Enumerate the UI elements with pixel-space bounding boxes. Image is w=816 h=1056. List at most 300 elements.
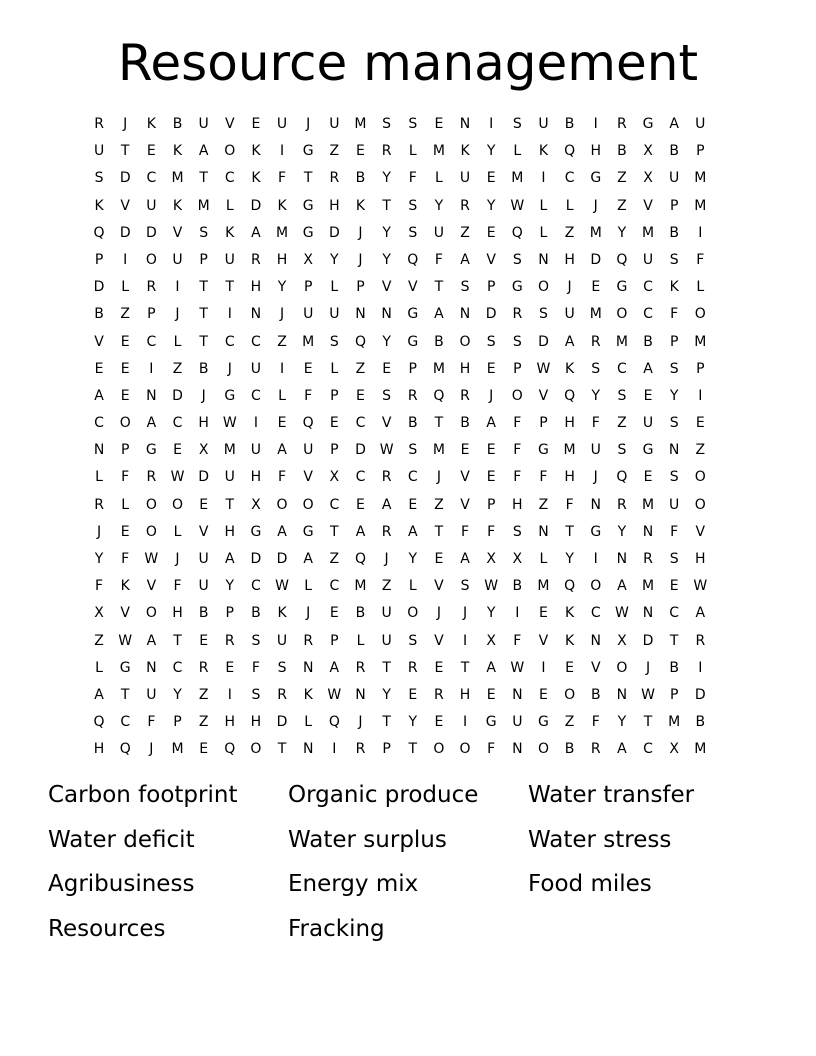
word-list-item: Water deficit bbox=[48, 826, 195, 853]
grid-letter: U bbox=[276, 116, 288, 132]
grid-letter: B bbox=[355, 170, 366, 187]
grid-letter: C bbox=[329, 578, 340, 595]
grid-letter: N bbox=[93, 442, 105, 459]
grid-letter: N bbox=[146, 387, 157, 404]
grid-row bbox=[86, 412, 713, 439]
grid-letter: R bbox=[146, 279, 157, 296]
grid-letter: P bbox=[199, 251, 208, 268]
grid-letter: N bbox=[512, 741, 523, 758]
grid-letter: E bbox=[486, 469, 496, 486]
grid-letter: R bbox=[643, 551, 653, 567]
grid-letter: U bbox=[303, 306, 314, 323]
grid-letter: R bbox=[198, 659, 209, 676]
grid-letter: U bbox=[329, 116, 340, 132]
grid-letter: E bbox=[565, 659, 575, 676]
grid-letter: L bbox=[95, 659, 103, 676]
grid-letter: R bbox=[407, 387, 418, 404]
grid-letter: V bbox=[434, 632, 444, 649]
grid-letter: I bbox=[593, 551, 598, 567]
grid-letter: E bbox=[251, 116, 261, 132]
grid-letter: U bbox=[459, 170, 471, 187]
grid-letter: P bbox=[173, 714, 182, 731]
grid-letter: R bbox=[407, 659, 418, 676]
grid-letter: U bbox=[146, 197, 157, 214]
grid-letter: W bbox=[170, 469, 185, 486]
grid-letter: N bbox=[459, 306, 471, 323]
grid-letter: N bbox=[642, 605, 654, 622]
word-list bbox=[48, 778, 788, 956]
page-title: Resource management bbox=[117, 34, 699, 92]
grid-letter: C bbox=[616, 360, 627, 377]
grid-letter: E bbox=[695, 415, 705, 432]
grid-letter: V bbox=[590, 659, 601, 676]
grid-letter: T bbox=[330, 523, 339, 540]
grid-letter: L bbox=[539, 197, 548, 214]
grid-letter: Y bbox=[591, 387, 601, 404]
grid-letter: B bbox=[407, 415, 418, 432]
grid-letter: J bbox=[593, 469, 598, 486]
grid-letter: Z bbox=[434, 496, 444, 513]
grid-letter: V bbox=[486, 251, 496, 268]
grid-letter: Y bbox=[408, 551, 418, 567]
grid-letter: Y bbox=[617, 714, 627, 731]
word-list-row bbox=[48, 912, 788, 957]
grid-letter: N bbox=[538, 523, 549, 540]
grid-letter: N bbox=[590, 496, 601, 513]
grid-letter: Q bbox=[407, 251, 419, 268]
grid-letter: T bbox=[303, 170, 313, 187]
grid-letter: E bbox=[225, 659, 235, 676]
grid-letter: P bbox=[225, 605, 234, 622]
grid-letter: S bbox=[539, 306, 548, 323]
grid-letter: K bbox=[538, 143, 549, 160]
grid-letter: E bbox=[486, 360, 496, 377]
grid-letter: S bbox=[512, 333, 522, 350]
grid-letter: Q bbox=[224, 741, 236, 758]
grid-letter: S bbox=[199, 224, 209, 241]
grid-letter: I bbox=[698, 659, 703, 676]
grid-letter: F bbox=[434, 251, 443, 268]
grid-row bbox=[86, 494, 713, 521]
grid-letter: N bbox=[616, 686, 628, 703]
grid-letter: T bbox=[382, 659, 391, 676]
grid-letter: Z bbox=[277, 333, 287, 350]
grid-letter: T bbox=[277, 741, 287, 758]
grid-letter: T bbox=[199, 333, 208, 350]
grid-letter: V bbox=[643, 197, 653, 214]
grid-letter: I bbox=[175, 279, 180, 296]
grid-letter: U bbox=[329, 306, 340, 323]
grid-letter: A bbox=[355, 523, 366, 540]
grid-letter: A bbox=[198, 143, 209, 160]
grid-letter: A bbox=[277, 523, 287, 540]
grid-letter: V bbox=[460, 469, 470, 486]
word-list-row bbox=[48, 867, 788, 912]
grid-letter: T bbox=[643, 714, 653, 731]
grid-letter: V bbox=[407, 279, 418, 296]
grid-letter: F bbox=[487, 741, 496, 758]
grid-letter: T bbox=[434, 523, 444, 540]
grid-letter: Y bbox=[330, 251, 339, 268]
grid-letter: I bbox=[227, 686, 232, 703]
grid-letter: E bbox=[146, 143, 156, 160]
grid-letter: G bbox=[642, 442, 654, 459]
grid-letter: U bbox=[250, 442, 262, 459]
grid-letter: A bbox=[617, 741, 627, 758]
grid-letter: J bbox=[358, 251, 363, 268]
grid-letter: L bbox=[278, 387, 286, 404]
grid-letter: H bbox=[93, 741, 105, 758]
grid-letter: W bbox=[144, 551, 159, 567]
grid-letter: M bbox=[197, 197, 210, 214]
grid-letter: I bbox=[227, 306, 232, 323]
grid-letter: P bbox=[669, 686, 679, 703]
grid-letter: K bbox=[669, 279, 679, 296]
grid-letter: R bbox=[277, 686, 287, 703]
grid-letter: X bbox=[643, 170, 653, 187]
grid-letter: D bbox=[119, 224, 131, 241]
grid-letter: O bbox=[537, 279, 549, 296]
grid-letter: I bbox=[698, 387, 703, 404]
grid-letter: S bbox=[460, 279, 470, 296]
grid-letter: H bbox=[564, 415, 575, 432]
grid-letter: V bbox=[303, 469, 313, 486]
grid-letter: Q bbox=[93, 714, 105, 731]
grid-letter: M bbox=[354, 578, 367, 595]
grid-letter: V bbox=[434, 578, 444, 595]
grid-letter: E bbox=[486, 224, 496, 241]
grid-letter: I bbox=[149, 360, 154, 377]
grid-letter: K bbox=[225, 224, 235, 241]
grid-letter: K bbox=[460, 143, 470, 160]
grid-letter: O bbox=[459, 333, 471, 350]
grid-letter: Z bbox=[172, 360, 183, 377]
grid-letter: O bbox=[224, 143, 236, 160]
grid-letter: J bbox=[279, 306, 285, 323]
grid-letter: W bbox=[641, 686, 655, 703]
grid-letter: W bbox=[379, 442, 394, 459]
grid-letter: R bbox=[590, 333, 601, 350]
grid-letter: G bbox=[224, 387, 236, 404]
grid-letter: G bbox=[616, 279, 628, 296]
grid-letter: X bbox=[669, 741, 679, 758]
grid-letter: O bbox=[616, 659, 628, 676]
grid-letter: R bbox=[94, 116, 104, 132]
grid-letter: H bbox=[276, 251, 288, 268]
grid-letter: C bbox=[355, 415, 366, 432]
grid-letter: W bbox=[327, 686, 342, 703]
grid-letter: E bbox=[539, 605, 548, 622]
grid-row bbox=[86, 358, 713, 385]
grid-letter: E bbox=[486, 686, 496, 703]
grid-letter: R bbox=[695, 632, 706, 649]
grid-letter: U bbox=[590, 442, 601, 459]
grid-letter: K bbox=[277, 605, 287, 622]
grid-letter: M bbox=[694, 197, 707, 214]
grid-letter: C bbox=[146, 333, 157, 350]
grid-letter: K bbox=[146, 116, 156, 132]
grid-letter: Z bbox=[617, 170, 627, 187]
grid-letter: L bbox=[225, 197, 234, 214]
grid-letter: O bbox=[145, 605, 157, 622]
grid-letter: A bbox=[460, 551, 470, 567]
grid-letter: U bbox=[381, 632, 392, 649]
grid-letter: S bbox=[251, 632, 261, 649]
grid-letter: Z bbox=[198, 714, 209, 731]
grid-letter: V bbox=[538, 387, 549, 404]
grid-letter: N bbox=[250, 306, 262, 323]
grid-letter: W bbox=[118, 632, 133, 649]
grid-letter: M bbox=[432, 143, 445, 160]
grid-letter: E bbox=[486, 170, 496, 187]
grid-letter: J bbox=[358, 224, 363, 241]
grid-letter: S bbox=[408, 632, 418, 649]
grid-letter: S bbox=[277, 659, 287, 676]
grid-letter: E bbox=[408, 496, 418, 513]
grid-letter: G bbox=[642, 116, 654, 132]
grid-letter: N bbox=[146, 659, 157, 676]
grid-letter: F bbox=[539, 469, 548, 486]
grid-letter: F bbox=[513, 442, 522, 459]
grid-letter: R bbox=[251, 251, 261, 268]
grid-letter: A bbox=[643, 360, 653, 377]
grid-letter: F bbox=[696, 251, 705, 268]
grid-letter: Q bbox=[119, 741, 131, 758]
word-list-item: Water transfer bbox=[528, 782, 695, 808]
grid-letter: U bbox=[198, 551, 209, 567]
grid-letter: A bbox=[434, 306, 444, 323]
grid-letter: P bbox=[486, 279, 496, 296]
grid-letter: A bbox=[617, 578, 627, 595]
grid-letter: Y bbox=[434, 197, 444, 214]
grid-letter: P bbox=[330, 387, 339, 404]
grid-letter: P bbox=[513, 360, 522, 377]
grid-letter: K bbox=[303, 686, 313, 703]
grid-letter: E bbox=[434, 551, 444, 567]
grid-letter: U bbox=[198, 578, 209, 595]
grid-letter: D bbox=[355, 442, 366, 459]
grid-letter: E bbox=[460, 442, 470, 459]
grid-letter: U bbox=[276, 632, 288, 649]
grid-letter: O bbox=[459, 741, 471, 758]
grid-letter: R bbox=[94, 496, 104, 513]
word-list-item: Carbon footprint bbox=[48, 782, 238, 808]
grid-letter: J bbox=[358, 714, 363, 731]
grid-letter: C bbox=[94, 415, 104, 432]
grid-letter: H bbox=[250, 279, 262, 296]
grid-letter: U bbox=[250, 360, 262, 377]
grid-letter: L bbox=[304, 578, 313, 595]
grid-letter: A bbox=[564, 333, 575, 350]
grid-letter: F bbox=[565, 496, 574, 513]
grid-letter: U bbox=[669, 170, 680, 187]
grid-letter: S bbox=[486, 333, 496, 350]
grid-letter: W bbox=[510, 197, 525, 214]
grid-letter: E bbox=[120, 360, 130, 377]
grid-letter: F bbox=[95, 578, 104, 595]
grid-letter: F bbox=[591, 714, 600, 731]
grid-letter: G bbox=[407, 333, 419, 350]
grid-letter: O bbox=[250, 741, 262, 758]
grid-letter: F bbox=[487, 523, 496, 540]
grid-letter: M bbox=[641, 224, 655, 241]
grid-letter: K bbox=[172, 143, 183, 160]
grid-letter: N bbox=[459, 116, 471, 132]
grid-letter: M bbox=[223, 442, 236, 459]
grid-letter: C bbox=[669, 605, 680, 622]
grid-letter: M bbox=[615, 333, 628, 350]
grid-letter: J bbox=[175, 551, 180, 567]
grid-letter: K bbox=[277, 197, 287, 214]
word-list-row bbox=[48, 823, 788, 868]
grid-letter: S bbox=[512, 116, 522, 132]
grid-letter: Q bbox=[564, 143, 576, 160]
grid-letter: J bbox=[175, 306, 180, 323]
grid-letter: M bbox=[694, 333, 707, 350]
grid-letter: C bbox=[251, 387, 261, 404]
grid-letter: K bbox=[172, 197, 183, 214]
grid-letter: H bbox=[695, 551, 706, 567]
grid-row bbox=[86, 711, 713, 738]
grid-letter: O bbox=[145, 496, 157, 513]
grid-letter: G bbox=[119, 659, 131, 676]
grid-letter: D bbox=[172, 387, 183, 404]
grid-letter: H bbox=[512, 496, 523, 513]
grid-letter: T bbox=[382, 197, 391, 214]
grid-letter: Y bbox=[486, 605, 496, 622]
grid-letter: P bbox=[330, 442, 339, 459]
grid-row bbox=[86, 466, 713, 493]
word-list-item: Resources bbox=[48, 915, 166, 942]
grid-letter: E bbox=[643, 469, 653, 486]
grid-letter: T bbox=[382, 714, 391, 731]
grid-letter: I bbox=[489, 116, 494, 132]
grid-letter: D bbox=[250, 197, 262, 214]
grid-letter: O bbox=[694, 469, 706, 486]
grid-letter: M bbox=[354, 116, 367, 132]
grid-letter: M bbox=[641, 496, 655, 513]
grid-letter: L bbox=[330, 360, 339, 377]
grid-row bbox=[86, 439, 713, 466]
grid-row bbox=[86, 738, 713, 765]
grid-letter: O bbox=[407, 605, 419, 622]
grid-letter: I bbox=[515, 605, 520, 622]
grid-letter: S bbox=[460, 578, 470, 595]
grid-letter: L bbox=[121, 496, 130, 513]
grid-letter: T bbox=[199, 306, 208, 323]
grid-letter: S bbox=[669, 251, 679, 268]
grid-letter: L bbox=[513, 143, 522, 160]
grid-letter: J bbox=[489, 387, 494, 404]
grid-letter: B bbox=[355, 605, 366, 622]
grid-letter: X bbox=[251, 496, 261, 513]
grid-letter: K bbox=[94, 197, 104, 214]
grid-letter: O bbox=[302, 496, 314, 513]
grid-letter: L bbox=[696, 279, 705, 296]
grid-letter: B bbox=[172, 116, 183, 132]
grid-letter: Q bbox=[302, 415, 314, 432]
grid-letter: T bbox=[408, 741, 418, 758]
grid-letter: C bbox=[643, 741, 653, 758]
grid-letter: B bbox=[460, 415, 470, 432]
grid-letter: G bbox=[302, 197, 314, 214]
grid-letter: R bbox=[224, 632, 235, 649]
grid-letter: A bbox=[669, 116, 679, 132]
grid-letter: F bbox=[408, 170, 417, 187]
grid-letter: S bbox=[94, 170, 104, 187]
grid-letter: V bbox=[198, 523, 209, 540]
grid-letter: S bbox=[408, 224, 418, 241]
grid-letter: T bbox=[120, 686, 130, 703]
grid-letter: S bbox=[669, 415, 679, 432]
grid-letter: D bbox=[93, 279, 105, 296]
grid-letter: Z bbox=[120, 306, 130, 323]
grid-letter: H bbox=[250, 469, 262, 486]
grid-letter: C bbox=[643, 306, 653, 323]
grid-letter: C bbox=[329, 496, 340, 513]
grid-letter: B bbox=[669, 143, 679, 160]
grid-letter: P bbox=[303, 279, 313, 296]
grid-letter: L bbox=[173, 523, 182, 540]
grid-letter: S bbox=[329, 333, 339, 350]
grid-letter: D bbox=[694, 686, 706, 703]
grid-letter: M bbox=[694, 741, 707, 758]
grid-letter: J bbox=[306, 605, 311, 622]
grid-letter: E bbox=[408, 686, 418, 703]
grid-letter: M bbox=[302, 333, 315, 350]
grid-letter: S bbox=[617, 387, 627, 404]
grid-letter: I bbox=[279, 143, 285, 160]
grid-letter: C bbox=[407, 469, 418, 486]
grid-letter: A bbox=[146, 415, 157, 432]
grid-letter: N bbox=[355, 686, 366, 703]
grid-letter: U bbox=[669, 496, 680, 513]
grid-letter: X bbox=[303, 251, 313, 268]
grid-letter: S bbox=[408, 442, 418, 459]
grid-letter: Q bbox=[354, 333, 366, 350]
grid-letter: E bbox=[356, 387, 365, 404]
grid-letter: G bbox=[145, 442, 157, 459]
grid-letter: A bbox=[224, 551, 235, 567]
grid-letter: W bbox=[510, 659, 525, 676]
grid-letter: U bbox=[642, 251, 654, 268]
grid-letter: B bbox=[643, 333, 653, 350]
grid-letter: P bbox=[382, 741, 391, 758]
grid-letter: M bbox=[171, 170, 184, 187]
grid-letter: B bbox=[198, 360, 209, 377]
grid-letter: Z bbox=[538, 496, 549, 513]
grid-letter: I bbox=[698, 224, 703, 241]
grid-letter: E bbox=[173, 442, 182, 459]
grid-letter: F bbox=[513, 415, 522, 432]
grid-letter: C bbox=[643, 279, 653, 296]
grid-letter: X bbox=[643, 143, 653, 160]
grid-letter: H bbox=[224, 714, 236, 731]
grid-letter: V bbox=[94, 333, 104, 350]
grid-letter: K bbox=[251, 170, 261, 187]
grid-letter: L bbox=[408, 143, 417, 160]
grid-letter: P bbox=[94, 251, 104, 268]
grid-letter: M bbox=[171, 741, 184, 758]
grid-letter: O bbox=[564, 686, 576, 703]
grid-letter: Y bbox=[486, 197, 496, 214]
grid-letter: F bbox=[513, 469, 522, 486]
grid-letter: X bbox=[512, 551, 523, 567]
grid-letter: M bbox=[694, 170, 707, 187]
grid-letter: C bbox=[120, 714, 131, 731]
grid-letter: C bbox=[172, 659, 183, 676]
grid-letter: U bbox=[224, 251, 235, 268]
